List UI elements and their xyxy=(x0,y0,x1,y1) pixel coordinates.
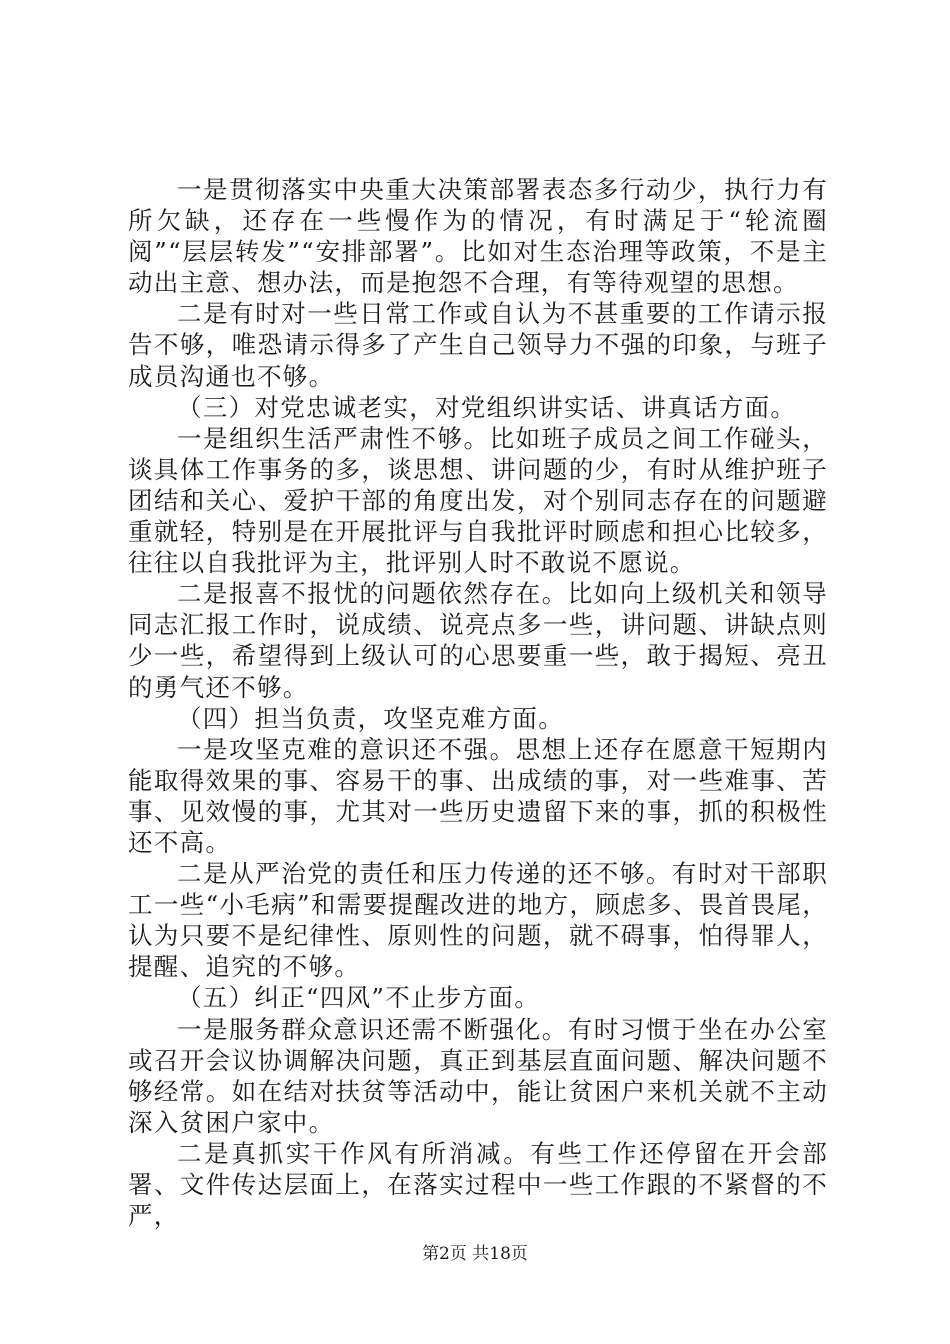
paragraph-8: 二是从严治党的责任和压力传递的还不够。有时对干部职工一些“小毛病”和需要提醒改进的地方，顾虑多、畏首畏尾，认为只要不是纪律性、原则性的问题，就不碍事，怕得罪人，提醒、追究的不够。 xyxy=(128,859,828,982)
section-heading-3: （三）对党忠诚老实，对党组织讲实话、讲真话方面。 xyxy=(177,392,797,422)
paragraph-10: 一是服务群众意识还需不断强化。有时习惯于坐在办公室或召开会议协调解决问题，真正到基层直面问题、解决问题不够经常。如在结对扶贫等活动中，能让贫困户来机关就不主动深入贫困户家中。 xyxy=(128,1014,828,1137)
paragraph-7: 一是攻坚克难的意识还不强。思想上还存在愿意干短期内能取得效果的事、容易干的事、出成绩的事，对一些难事、苦事、见效慢的事，尤其对一些历史遗留下来的事，抓的积极性还不高。 xyxy=(128,734,828,857)
document-body xyxy=(128,174,828,1231)
paragraph-1: 一是贯彻落实中央重大决策部署表态多行动少，执行力有所欠缺，还存在一些慢作为的情况，有时满足于“轮流圈阅”“层层转发”“安排部署”。比如对生态治理等政策，不是主动出主意、想办法，而是抱怨不合理，有等待观望的思想。 xyxy=(128,175,828,298)
paragraph-4: 一是组织生活严肃性不够。比如班子成员之间工作碰头，谈具体工作事务的多，谈思想、讲问题的少，有时从维护班子团结和关心、爱护干部的角度出发，对个别同志存在的问题避重就轻，特别是在开展批评与自我批评时顾虑和担心比较多，往往以自我批评为主，批评别人时不敢说不愿说。 xyxy=(128,423,828,578)
paragraph-5: 二是报喜不报忧的问题依然存在。比如向上级机关和领导同志汇报工作时，说成绩、说亮点多一些，讲问题、讲缺点则少一些，希望得到上级认可的心思要重一些，敢于揭短、亮丑的勇气还不够。 xyxy=(128,579,828,702)
paragraph-11: 二是真抓实干作风有所消减。有些工作还停留在开会部署、文件传达层面上，在落实过程中一些工作跟的不紧督的不严， xyxy=(128,1138,828,1231)
page-footer: 第2页 共18页 xyxy=(422,1244,528,1264)
section-heading-4: （四）担当负责，攻坚克难方面。 xyxy=(177,703,564,733)
paragraph-2: 二是有时对一些日常工作或自认为不甚重要的工作请示报告不够，唯恐请示得多了产生自己领导力不强的印象，与班子成员沟通也不够。 xyxy=(128,299,828,391)
section-heading-5: （五）纠正“四风”不止步方面。 xyxy=(177,983,541,1013)
